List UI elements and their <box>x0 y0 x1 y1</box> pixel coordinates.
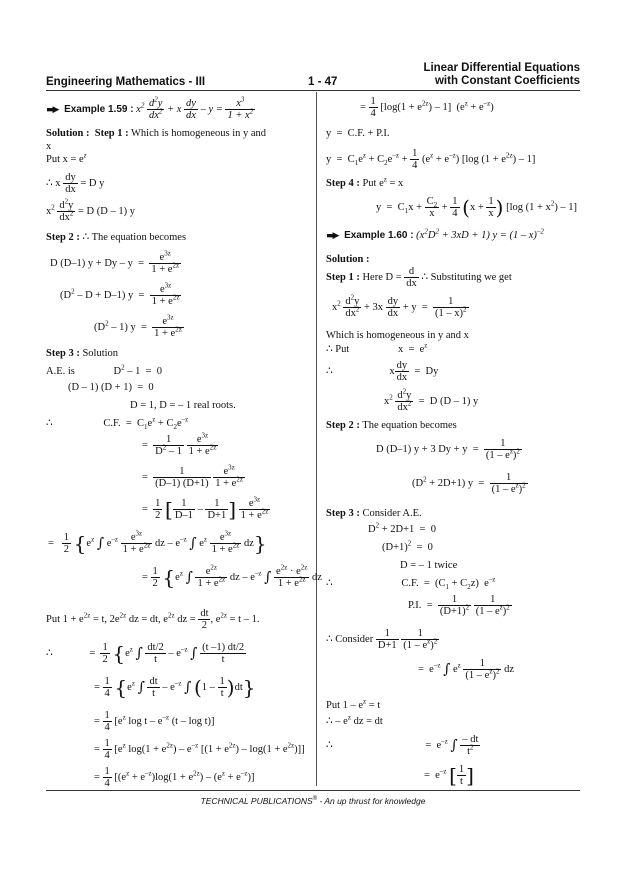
equation: $(D^2 - D + D-1) y$ = $\frac{e^{3z}}{1 + e^{2z}}$ <box>60 281 180 307</box>
page-footer <box>0 796 626 806</box>
equation: $x^2$ $\frac{d^2y}{dx^2}$ + 3x $\frac{dy}{dx}$ + y = $\frac{1}{(1 - x)^2}$ <box>332 293 467 319</box>
step-text: x <box>46 141 52 152</box>
ae-line: A.E. is $D^2 - 1 = 0$ <box>46 363 163 377</box>
publisher-name: TECHNICAL PUBLICATIONS <box>200 796 313 806</box>
column-divider <box>316 92 317 786</box>
example-equation: $x^2$ $\frac{d^2y}{dx^2}$ + x $\frac{dy}{dx}$ – y = $\frac{x^3}{1 + x^2}$ <box>136 95 254 121</box>
equation: = $\frac{1}{4}$ [$e^z$ $\log(1 + e^{2z}) - e^{-z}$ $[(1 + e^{2z}) - \log(1 + e^{2z})]$] <box>94 738 305 761</box>
example-label: Example 1.59 : <box>64 103 134 115</box>
equation: = $\frac{1}{2}$ {$e^z$ ∫ $\frac{e^{2z}}{1 + e^{2z}}$ dz – $e^{-z}$ ∫ $\frac{e^{2z} \cdot e^{2z}}{1 + e^{2z}}$ dz <box>142 563 322 590</box>
equation: $y = C_1e^z + C_2e^{-z}$ + $\frac{1}{4}$ $(e^z + e^{-z})$ [log $(1 + e^{2z}) - 1$] <box>326 148 536 171</box>
cf-line: ∴ C.F. = $(C_1 + C_2z)$ $e^{-z}$ <box>326 575 496 592</box>
step-label: Step 1 : <box>94 128 129 139</box>
equation: $y = C_1x$ + $\frac{C_2}{x}$ + $\frac{1}{4}$ (x + $\frac{1}{x}$ ) [log $(1 + x^2) - 1$] <box>376 195 578 220</box>
arrow-icon: ▬▶ <box>326 231 338 241</box>
equation: $(D^2 - 1) y$ = $\frac{e^{3z}}{1 + e^{2z}}$ <box>94 313 182 339</box>
step4: Step 4 : Put $e^z = x$ <box>326 175 404 189</box>
step3: Step 3 : Solution <box>46 348 119 359</box>
publisher-tagline: - An up thrust for knowledge <box>317 796 426 806</box>
homogeneous-text: Which is homogeneous in y and x <box>326 330 469 341</box>
page-number: 1 - 47 <box>308 76 338 88</box>
equation: ∴ = $\frac{1}{2}$ {$e^z$ ∫ $\frac{dt/2}{t}$ – $e^{-z}$ ∫ $\frac{(t -1) dt/2}{t}$ <box>46 641 245 666</box>
equation: $x^2$ $\frac{d^2y}{dx^2}$ = D (D – 1) y <box>384 387 479 413</box>
footer-rule <box>46 790 580 791</box>
equation: $x^2$ $\frac{d^2y}{dx^2}$ = D (D – 1) y <box>46 197 135 223</box>
chapter-title-line1: Linear Differential Equations <box>423 62 580 74</box>
example-1-60: ▬▶ Example 1.60 : $(x^2D^2 + 3xD + 1) y = (1 - x)^{-2}$ <box>326 227 544 241</box>
put-line: ∴ Put $x = e^z$ <box>326 341 428 355</box>
equation: = $\frac{1}{2}$ [ $\frac{1}{D-1}$ – $\frac{1}{D+1}$ ] $\frac{e^{3z}}{1 + e^{2z}}$ <box>142 495 269 522</box>
header-rule <box>46 90 580 91</box>
dz-line: ∴ – $e^z$ dz = dt <box>326 713 383 727</box>
put-x-line: Put $x = e^z$ <box>46 151 87 165</box>
step2: Step 2 : The equation becomes <box>326 420 457 431</box>
equation: = $\frac{1}{(D-1) (D+1)}$ $\frac{e^{3z}}{1 + e^{2z}}$ <box>142 463 243 489</box>
roots: D = 1, D = – 1 real roots. <box>130 400 236 411</box>
equation: = $\frac{1}{D^2 - 1}$ $\frac{e^{3z}}{1 + e^{2z}}$ <box>142 431 217 457</box>
equation: $(D+1)^2 = 0$ <box>382 539 433 553</box>
equation: ∴ = $e^{-z}$ ∫ $\frac{- dt}{t^2}$ <box>326 734 479 757</box>
step-text: Which is homogeneous in y and <box>131 128 267 139</box>
chapter-title-line2: with Constant Coefficients <box>434 75 580 87</box>
equation: = $\frac{1}{4}$ {$e^z$ ∫ $\frac{dt}{t}$ – $e^{-z}$ ∫ (1 – $\frac{1}{t}$ )dt} <box>94 675 256 700</box>
equation: y = C.F. + P.I. <box>326 128 390 139</box>
step1: Step 1 : Here D = $\frac{d}{dx}$ ∴ Substituting we get <box>326 266 512 289</box>
consider-line: ∴ Consider $\frac{1}{D+1}$ $\frac{1}{(1 - e^z)^2}$ <box>326 628 438 651</box>
book-title: Engineering Mathematics - III <box>46 76 206 88</box>
equation: = $e^{-z}$ [ $\frac{1}{t}$ ] <box>424 763 474 788</box>
equation: = $\frac{1}{4}$ $[(e^z + e^{-z})\log(1 + e^{2z}) - (e^z + e^{-z})]$ <box>94 766 255 789</box>
example-1-59 <box>46 95 255 121</box>
step3: Step 3 : Consider A.E. <box>326 508 422 519</box>
equation: = $\frac{1}{4}$ $[\log(1 + e^{2z}) - 1]$ $(e^z + e^{-z})$ <box>360 96 494 119</box>
roots: D = – 1 twice <box>400 560 458 571</box>
pi-line: P.I. = $\frac{1}{(D+1)^2}$ $\frac{1}{(1 - e^z)^2}$ <box>408 594 510 617</box>
put-t-line: Put $1 - e^z = t$ <box>326 697 381 711</box>
equation: $D^2 + 2D+1 = 0$ <box>368 521 436 535</box>
arrow-icon: ▬▶ <box>46 104 58 115</box>
solution-label: Solution : <box>46 128 90 139</box>
equation: ∴ x $\frac{dy}{dx}$ = Dy <box>326 360 439 383</box>
page-header <box>46 58 580 90</box>
registered-mark: ® <box>312 796 318 803</box>
equation: D (D–1) y + Dy – y = $\frac{e^{3z}}{1 + e^{2z}}$ <box>50 249 180 275</box>
equation: ∴ x $\frac{dy}{dx}$ = D y <box>46 172 105 195</box>
chapter-title <box>423 62 580 88</box>
solution-label: Solution : <box>326 254 370 265</box>
step2: Step 2 : ∴ The equation becomes <box>46 232 187 243</box>
cf-line: ∴ C.F. = $C_1e^z + C_2e^{-z}$ <box>46 415 189 432</box>
equation: D (D–1) y + 3 Dy + y = $\frac{1}{(1 - e^z)^2}$ <box>376 438 520 461</box>
equation: (D – 1) (D + 1) = 0 <box>68 382 154 393</box>
substitution: Put $1 + e^{2z} = t$, $2e^{2z}$ dz = dt, $e^{2z}$ dz = $\frac{dt}{2}$ , $e^{2z} = t - 1$. <box>46 608 260 631</box>
equation: = $e^{-z}$ ∫ $e^z$ $\frac{1}{(1 - e^z)^2}$ dz <box>418 658 514 681</box>
solution-step1 <box>46 128 266 140</box>
equation: $(D^2 + 2D+1) y$ = $\frac{1}{(1 - e^z)^2}$ <box>412 472 526 495</box>
equation: = $\frac{1}{4}$ [$e^z$ log t – $e^{-z}$ (t – log t)] <box>94 710 215 733</box>
equation: = $\frac{1}{2}$ {$e^z$ ∫ $e^{-z}$ $\frac{e^{3z}}{1 + e^{2z}}$ dz – $e^{-z}$ ∫ $e^z$ $\frac{e^{3z}}{1 + e^{2z}}$ dz} <box>48 529 267 556</box>
